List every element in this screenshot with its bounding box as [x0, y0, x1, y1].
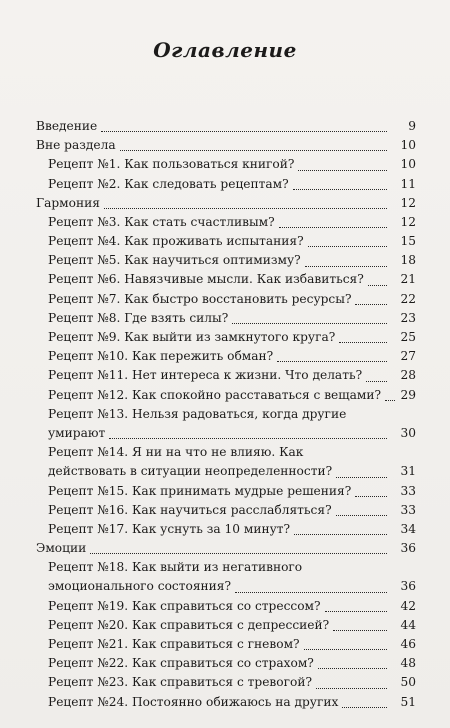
toc-recipe-entry	[36, 578, 416, 597]
toc-entry-title: Введение	[36, 118, 98, 133]
toc-page-number: 10	[400, 157, 416, 172]
toc-page-number: 36	[400, 579, 416, 594]
toc-page-number: 33	[400, 483, 416, 498]
dot-leader	[294, 533, 387, 535]
toc-page-number: 11	[400, 176, 416, 191]
toc-page-number: 9	[408, 118, 416, 133]
toc-entry-title: Рецепт №8. Где взять силы?	[48, 310, 229, 325]
toc-page-number: 30	[400, 425, 416, 440]
dot-leader	[342, 706, 387, 708]
table-of-contents	[36, 117, 416, 712]
toc-entry-title: Рецепт №10. Как пережить обман?	[48, 349, 274, 364]
toc-page-number: 46	[400, 637, 416, 652]
toc-entry-title: Рецепт №1. Как пользоваться книгой?	[48, 157, 295, 172]
toc-recipe-entry	[36, 290, 416, 309]
dot-leader	[336, 476, 387, 478]
toc-entry-title: Рецепт №7. Как быстро восстановить ресурсы?	[48, 291, 352, 306]
toc-entry-title: Вне раздела	[36, 138, 116, 153]
toc-entry-title: Рецепт №20. Как справиться с депрессией?	[48, 617, 330, 632]
toc-entry-title: Рецепт №14. Я ни на что не влияю. Как	[48, 445, 304, 460]
toc-recipe-entry	[36, 597, 416, 616]
toc-page-number: 12	[400, 195, 416, 210]
dot-leader	[318, 667, 387, 669]
toc-recipe-entry	[36, 366, 416, 385]
toc-page-number: 36	[400, 541, 416, 556]
toc-entry-title: Рецепт №4. Как проживать испытания?	[48, 234, 304, 249]
toc-page-number: 28	[400, 368, 416, 383]
toc-page-number: 42	[400, 598, 416, 613]
toc-recipe-entry	[36, 443, 416, 462]
toc-entry-title: Рецепт №9. Как выйти из замкнутого круга?	[48, 330, 336, 345]
dot-leader	[279, 226, 387, 228]
dot-leader	[232, 322, 387, 324]
toc-recipe-entry	[36, 520, 416, 539]
toc-recipe-entry	[36, 424, 416, 443]
toc-entry-title: действовать в ситуации неопределенности?	[48, 464, 333, 479]
dot-leader	[304, 648, 387, 650]
toc-entry-title: Рецепт №11. Нет интереса к жизни. Что делать?	[48, 368, 363, 383]
toc-entry-title: Рецепт №6. Навязчивые мысли. Как избавиться?	[48, 272, 364, 287]
toc-recipe-entry	[36, 616, 416, 635]
dot-leader	[316, 687, 387, 689]
toc-entry-title: Рецепт №13. Нельзя радоваться, когда другие	[48, 406, 347, 421]
toc-recipe-entry	[36, 654, 416, 673]
toc-recipe-entry	[36, 673, 416, 692]
toc-page-number: 48	[400, 656, 416, 671]
toc-recipe-entry	[36, 175, 416, 194]
dot-leader	[336, 514, 387, 516]
toc-page-number: 51	[400, 694, 416, 709]
toc-section-entry	[36, 539, 416, 558]
toc-recipe-entry	[36, 693, 416, 712]
toc-page-number: 21	[400, 272, 416, 287]
toc-entry-title: Рецепт №17. Как уснуть за 10 минут?	[48, 521, 291, 536]
toc-page-number: 33	[400, 502, 416, 517]
toc-recipe-entry	[36, 309, 416, 328]
dot-leader	[235, 591, 387, 593]
toc-entry-title: Рецепт №19. Как справиться со стрессом?	[48, 598, 321, 613]
toc-recipe-entry	[36, 558, 416, 577]
toc-page-number: 50	[400, 675, 416, 690]
toc-recipe-entry	[36, 501, 416, 520]
toc-recipe-entry	[36, 635, 416, 654]
toc-entry-title: Рецепт №21. Как справиться с гневом?	[48, 637, 300, 652]
dot-leader	[325, 610, 387, 612]
dot-leader	[90, 552, 387, 554]
dot-leader	[333, 629, 387, 631]
toc-page-number: 15	[400, 234, 416, 249]
toc-section-entry	[36, 194, 416, 213]
toc-section-entry	[36, 136, 416, 155]
toc-recipe-entry	[36, 328, 416, 347]
toc-page-number: 23	[400, 310, 416, 325]
toc-entry-title: Эмоции	[36, 541, 87, 556]
toc-entry-title: Рецепт №15. Как принимать мудрые решения?	[48, 483, 352, 498]
toc-page-number: 10	[400, 138, 416, 153]
toc-recipe-entry	[36, 232, 416, 251]
toc-entry-title: Рецепт №12. Как спокойно расставаться с вещами?	[48, 387, 382, 402]
dot-leader	[305, 265, 387, 267]
toc-recipe-entry	[36, 271, 416, 290]
toc-page-number: 12	[400, 214, 416, 229]
toc-entry-title: Рецепт №3. Как стать счастливым?	[48, 214, 275, 229]
toc-page-number: 18	[400, 253, 416, 268]
toc-entry-title: Рецепт №23. Как справиться с тревогой?	[48, 675, 312, 690]
toc-entry-title: умирают	[48, 425, 106, 440]
toc-entry-title: Рецепт №5. Как научиться оптимизму?	[48, 253, 301, 268]
toc-recipe-entry	[36, 251, 416, 270]
toc-recipe-entry	[36, 155, 416, 174]
toc-page-number: 27	[400, 349, 416, 364]
dot-leader	[308, 245, 387, 247]
dot-leader	[298, 169, 387, 171]
toc-recipe-entry	[36, 462, 416, 481]
dot-leader	[109, 437, 387, 439]
dot-leader	[120, 149, 387, 151]
toc-recipe-entry	[36, 405, 416, 424]
toc-recipe-entry	[36, 386, 416, 405]
dot-leader	[277, 360, 387, 362]
dot-leader	[366, 380, 387, 382]
dot-leader	[385, 399, 395, 401]
toc-page-number: 31	[400, 464, 416, 479]
page-title: Оглавление	[153, 38, 297, 62]
dot-leader	[355, 303, 387, 305]
dot-leader	[293, 188, 387, 190]
dot-leader	[339, 341, 387, 343]
toc-recipe-entry	[36, 213, 416, 232]
toc-entry-title: Гармония	[36, 195, 100, 210]
toc-entry-title: Рецепт №16. Как научиться расслабляться?	[48, 502, 332, 517]
dot-leader	[101, 130, 387, 132]
toc-page-number: 34	[400, 521, 416, 536]
dot-leader	[355, 495, 387, 497]
dot-leader	[368, 284, 387, 286]
toc-entry-title: Рецепт №22. Как справиться со страхом?	[48, 656, 314, 671]
dot-leader	[104, 207, 387, 209]
toc-entry-title: Рецепт №24. Постоянно обижаюсь на других	[48, 694, 339, 709]
toc-entry-title: Рецепт №18. Как выйти из негативного	[48, 560, 303, 575]
toc-page-number: 22	[400, 291, 416, 306]
toc-section-entry	[36, 117, 416, 136]
toc-recipe-entry	[36, 482, 416, 501]
toc-entry-title: эмоционального состояния?	[48, 579, 231, 594]
toc-recipe-entry	[36, 347, 416, 366]
toc-page-number: 25	[400, 330, 416, 345]
toc-entry-title: Рецепт №2. Как следовать рецептам?	[48, 176, 289, 191]
toc-page-number: 29	[400, 387, 416, 402]
toc-page-number: 44	[400, 617, 416, 632]
